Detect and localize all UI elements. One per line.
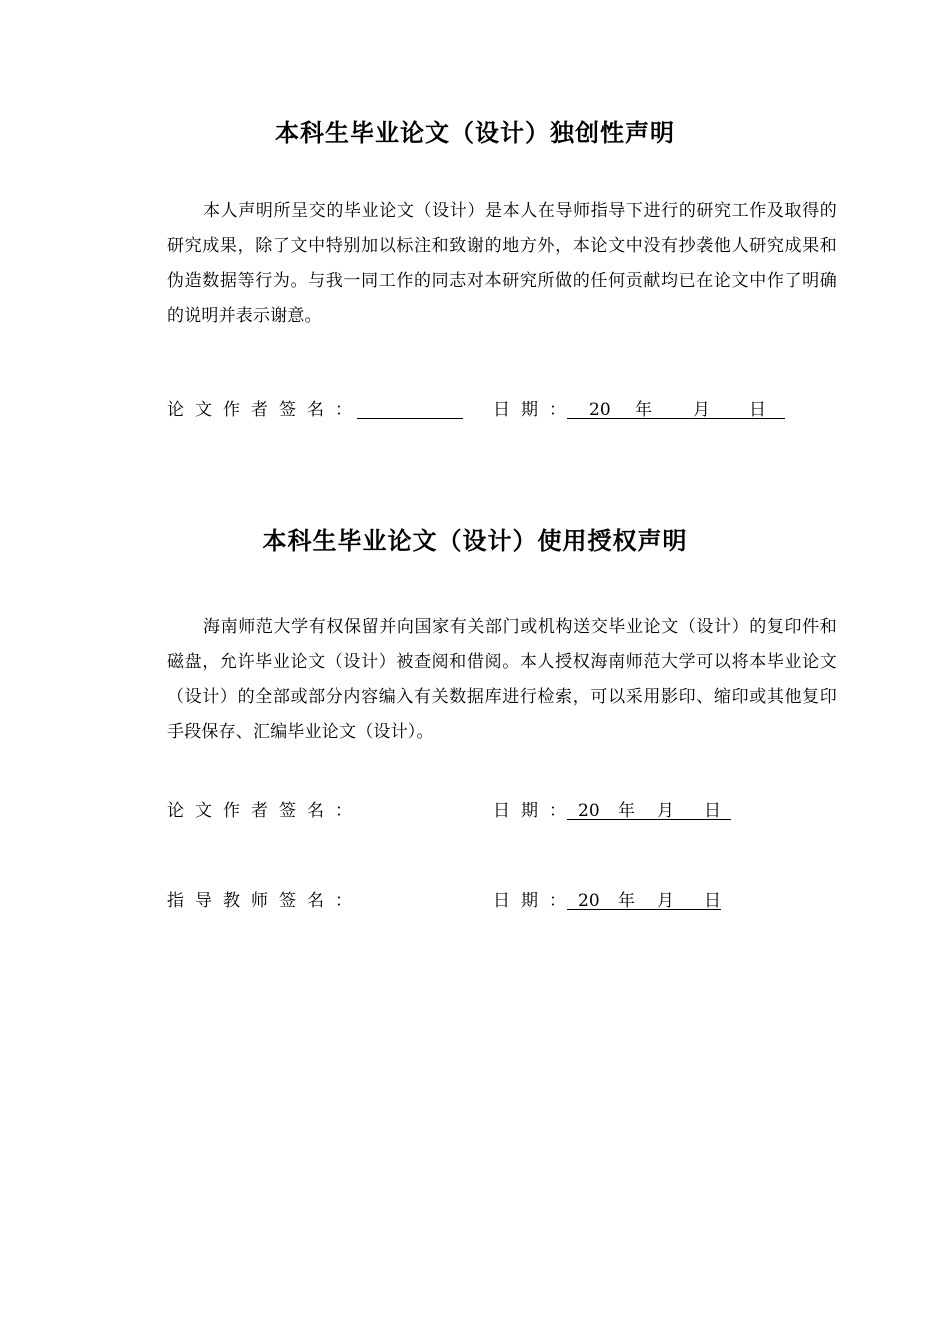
day-unit: 日 [704, 891, 721, 911]
originality-signature-row [167, 398, 807, 422]
year-unit: 年 [618, 891, 635, 911]
month-unit: 月 [657, 801, 674, 821]
month-unit: 月 [657, 891, 674, 911]
year-prefix: 20 [589, 400, 611, 420]
year-prefix: 20 [578, 801, 600, 821]
advisor-signature-label: 指导教师签名： [167, 891, 363, 911]
originality-declaration-paragraph: 本人声明所呈交的毕业论文（设计）是本人在导师指导下进行的研究工作及取得的研究成果，除了文中特别加以标注和致谢的地方外，本论文中没有抄袭他人研究成果和伪造数据等行为。与我一同工作的同志对本研究所做的任何贡献均已在论文中作了明确的说明并表示谢意。 [167, 201, 837, 326]
date-label: 日期： [493, 801, 577, 821]
date-label: 日期： [493, 400, 577, 420]
date-label: 日期： [493, 891, 577, 911]
originality-declaration-title: 本科生毕业论文（设计）独创性声明 [275, 119, 675, 147]
day-unit: 日 [749, 400, 766, 420]
author-signature-blank[interactable] [357, 418, 463, 419]
author-signature-label: 论文作者签名： [167, 400, 363, 420]
authorization-declaration-paragraph: 海南师范大学有权保留并向国家有关部门或机构送交毕业论文（设计）的复印件和磁盘，允许毕业论文（设计）被查阅和借阅。本人授权海南师范大学可以将本毕业论文（设计）的全部或部分内容编入有关数据库进行检索，可以采用影印、缩印或其他复印手段保存、汇编毕业论文（设计）。 [167, 617, 837, 742]
day-unit: 日 [704, 801, 721, 821]
year-unit: 年 [635, 400, 652, 420]
author-signature-label: 论文作者签名： [167, 801, 363, 821]
year-prefix: 20 [578, 891, 600, 911]
authorization-author-signature-row [167, 799, 767, 823]
month-unit: 月 [693, 400, 710, 420]
authorization-advisor-signature-row [167, 889, 767, 913]
year-unit: 年 [618, 801, 635, 821]
authorization-declaration-title: 本科生毕业论文（设计）使用授权声明 [262, 527, 688, 555]
